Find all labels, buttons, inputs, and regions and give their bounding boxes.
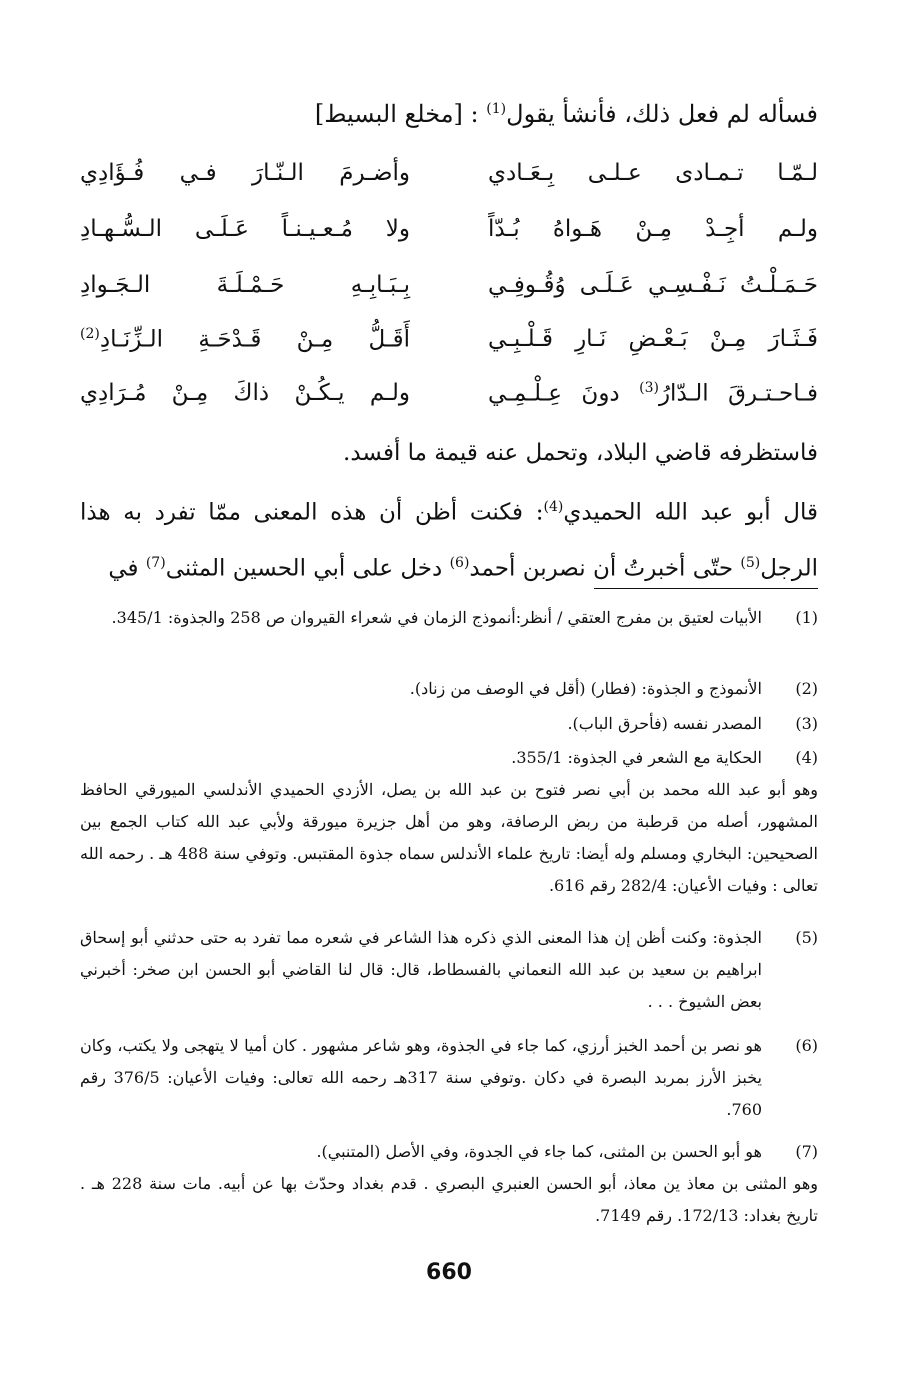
footnote-7	[80, 1136, 818, 1232]
footnote-divider	[594, 588, 818, 589]
para2-b: : فكنت أظن أن هذه المعنى ممّا تفرد به هذا الرجل	[80, 499, 818, 582]
footnote-4-number: (4)	[795, 748, 818, 767]
para2-ref6: (6)	[449, 554, 470, 571]
paragraph-1: فاستظرفه قاضي البلاد، وتحمل عنه قيمة ما أفسد.	[343, 440, 818, 466]
footnote-5-number: (5)	[795, 928, 818, 947]
footnote-2	[80, 673, 818, 705]
verse-4	[80, 326, 818, 366]
paragraph-2	[80, 482, 818, 593]
verse-5-ref: (3)	[639, 380, 659, 396]
verse-4-ref: (2)	[80, 326, 100, 342]
para2-ref4: (4)	[543, 499, 564, 515]
footnote-4-continuation: وهو أبو عبد الله محمد بن أبي نصر فتوح بن عبد الله بن يصل، الأزدي الحميدي الأندلسي الميورقي الحافظ المشهور، أصله من قرطبة من ربض الرصافة، وهو من أهل جزيرة ميورقة ولأبي عبد الله كتاب الجمع بين الصحيحين: البخاري ومسلم وله أيضا: تاريخ علماء الأندلس سماه جذوة المقتبس. وتوفي سنة 488 هـ . رحمه الله تعالى : وفيات الأعيان: 282/4 رقم 616.	[80, 780, 818, 895]
para2-c: حتّى أخبرتُ أن نصربن أحمد	[469, 555, 741, 582]
footnote-5	[80, 922, 818, 1018]
verse-3	[80, 272, 818, 312]
para2-e: في	[108, 555, 146, 582]
verse-4-sadr: فَـثَـارَ مِـنْ بَـعْـضِ نَـارِ قَـلْـبِـي	[488, 326, 818, 352]
verse-5-sadr-tail: دونَ عِـلْـمِـي	[488, 380, 640, 407]
para2-ref7: (7)	[145, 554, 166, 571]
footnote-4	[80, 742, 818, 902]
footnote-3-text: المصدر نفسه (فأحرق الباب).	[567, 714, 762, 733]
footnote-1-number: (1)	[795, 608, 818, 627]
verse-5-sadr: فـاحـتـرقَ الـدّارُ	[658, 380, 818, 407]
footnote-3	[80, 708, 818, 740]
footnote-2-number: (2)	[795, 679, 818, 698]
meter-label: : [مخلع البسيط]	[314, 100, 479, 128]
verse-1	[80, 160, 818, 200]
footnote-6-number: (6)	[795, 1036, 818, 1055]
footnote-7-number: (7)	[795, 1142, 818, 1161]
footnote-3-number: (3)	[795, 714, 818, 733]
verse-2	[80, 216, 818, 256]
verse-1-ajuz: وأضـرمَ الـنّـارَ فـي فُـؤَادِي	[80, 160, 410, 186]
footnote-6	[80, 1030, 818, 1126]
footnote-1-text: الأبيات لعتيق بن مفرج العتقي / أنظر:أنموذج الزمان في شعراء القيروان ص 258 والجذوة: 345/1.	[111, 608, 762, 627]
para2-a: قال أبو عبد الله الحميدي	[563, 499, 818, 526]
verse-4-ajuz: أَقَـلُّ مِـنْ قَـدْحَـةِ الـزِّنَـادِ	[99, 326, 410, 353]
footnote-4-text: الحكاية مع الشعر في الجذوة: 355/1.	[511, 748, 762, 767]
verse-5-sadr-wrap	[488, 380, 818, 407]
footnote-2-text: الأنموذج و الجذوة: (فطار) (أقل في الوصف من زناد).	[409, 679, 762, 698]
verse-1-sadr: لـمّـا تـمـادى عـلـى بِـعَـادي	[488, 160, 818, 186]
footnote-5-text: الجذوة: وكنت أظن إن هذا المعنى الذي ذكره هذا الشاعر في شعره مما تفرد به حتى حدثني أبو إسحاق ابراهيم بن سعيد بن عبد الله النعماني بالفسطاط، قال: قال لنا القاضي أبو الحسن ابن صخر: أخبرني بعض الشيوخ . . .	[80, 928, 762, 1011]
verse-2-sadr: ولـم أجِـدْ مِـنْ هَـواهُ بُـدّاً	[488, 216, 818, 242]
verse-5-ajuz: ولـم يـكُـنْ ذاكَ مِـنْ مُـرَادِي	[80, 380, 410, 406]
page-number: 660	[426, 1260, 472, 1285]
footnote-1	[80, 602, 818, 634]
para2-d: دخل على أبي الحسين المثنى	[165, 555, 450, 582]
verse-3-ajuz: بِـبَـابِـهِ حَـمْـلَـةَ الـجَـوادِ	[80, 272, 410, 298]
footnote-7-continuation: وهو المثنى بن معاذ ين معاذ، أبو الحسن العنبري البصري . قدم بغداد وحدّث بها عن أبيه. مات سنة 228 هـ . تاريخ بغداد: 172/13. رقم 7149.	[80, 1174, 818, 1225]
footnote-6-text: هو نصر بن أحمد الخبز أرزي، كما جاء في الجذوة، وهو شاعر مشهور . كان أميا لا يتهجى ولا يكتب، وكان يخبز الأرز بمربد البصرة في دكان .وتوفي سنة 317هـ رحمه الله تعالى: وفيات الأعيان: 376/5 رقم 760.	[80, 1036, 762, 1119]
para2-ref5: (5)	[740, 554, 761, 571]
verse-2-ajuz: ولا مُـعـيـنـاً عَـلَـى الـسُّـهـادِ	[80, 216, 410, 242]
footnote-7-text: هو أبو الحسن بن المثنى، كما جاء في الجدوة، وفي الأصل (المتنبي).	[316, 1142, 762, 1161]
intro-line	[315, 100, 818, 128]
verse-5	[80, 380, 818, 420]
verse-3-sadr: حَـمَـلْـتُ نَـفْـسِـي عَـلَـى وُقُـوفِـي	[488, 272, 818, 298]
intro-text: فسأله لم فعل ذلك، فأنشأ يقول	[506, 100, 818, 128]
verse-4-ajuz-wrap	[80, 326, 410, 353]
intro-ref: (1)	[486, 101, 507, 117]
